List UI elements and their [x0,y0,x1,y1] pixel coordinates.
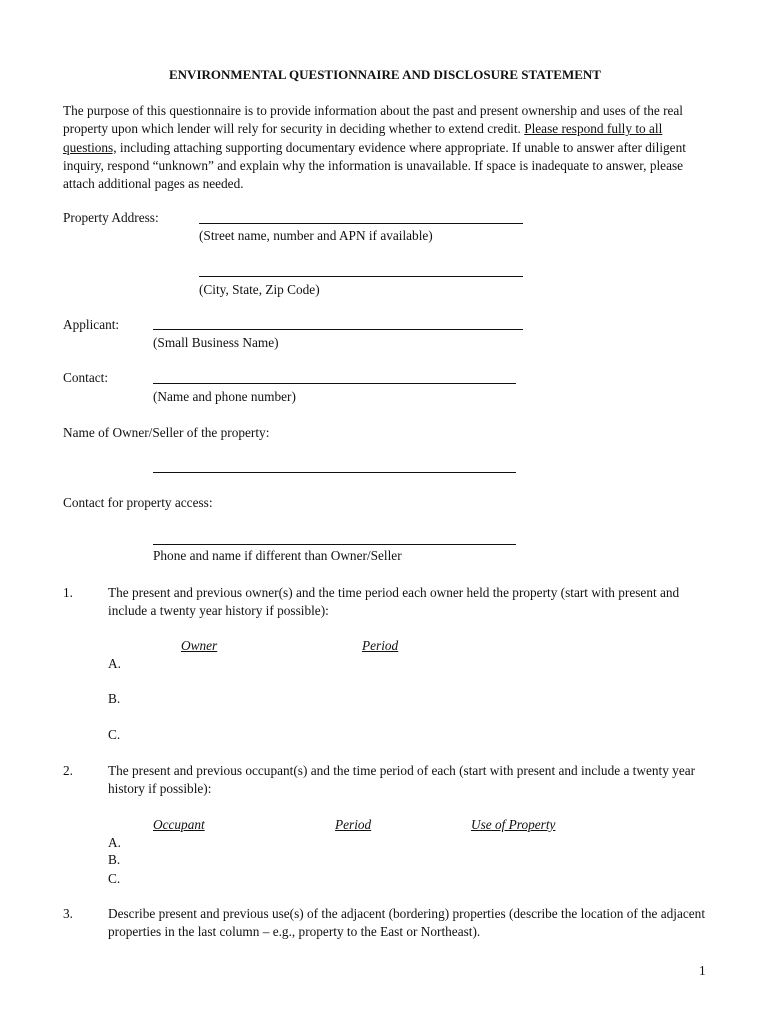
q3-number: 3. [63,906,73,921]
q2-use-column-header: Use of Property [471,817,556,832]
property-access-caption: Phone and name if different than Owner/Seller [153,548,402,563]
intro-text-part2: including attaching supporting documentary evidence where appropriate. If unable to answer after diligent inquiry, respond “unknown” and explain why the information is unavailable. If space is inadequate to answer, please attach additional pages as needed. [63,139,686,192]
owner-seller-label: Name of Owner/Seller of the property: [63,425,270,440]
applicant-label: Applicant: [63,317,120,332]
page-number: 1 [699,963,706,978]
property-access-label: Contact for property access: [63,495,213,510]
property-city-field[interactable] [199,276,523,277]
q1-period-column-header: Period [362,638,399,653]
q2-number: 2. [63,763,73,778]
owner-seller-field[interactable] [153,472,516,473]
intro-underlined-text: Please respond fully to all questions, [63,121,663,155]
q1-owner-column-header: Owner [181,638,218,653]
q3-text: Describe present and previous use(s) of the adjacent (bordering) properties (describe the location of the adjacent properties in the last column – e.g., property to the East or Northeast). [108,906,706,939]
q1-row-label: A. [108,656,121,671]
property-city-caption: (City, State, Zip Code) [199,282,320,297]
contact-caption: (Name and phone number) [153,389,296,404]
q2-row-label: A. [108,835,121,850]
property-street-caption: (Street name, number and APN if available) [199,228,433,243]
applicant-field[interactable] [153,329,523,330]
q1-row-label: C. [108,727,121,742]
applicant-caption: (Small Business Name) [153,335,279,350]
contact-label: Contact: [63,370,109,385]
q2-row-label: C. [108,871,121,886]
q1-row-label: B. [108,691,121,706]
document-title: ENVIRONMENTAL QUESTIONNAIRE AND DISCLOSURE STATEMENT [169,67,601,82]
property-address-label: Property Address: [63,210,159,225]
property-access-field[interactable] [153,544,516,545]
contact-field[interactable] [153,383,516,384]
intro-paragraph [63,102,713,193]
q2-text: The present and previous occupant(s) and the time period of each (start with present and include a twenty year history if possible): [108,763,696,796]
q2-occupant-column-header: Occupant [153,817,205,832]
q1-text: The present and previous owner(s) and the time period each owner held the property (start with present and include a twenty year history if possible): [108,585,680,618]
q2-row-label: B. [108,852,121,867]
q1-number: 1. [63,585,73,600]
property-street-field[interactable] [199,223,523,224]
intro-text-part1: The purpose of this questionnaire is to provide information about the past and present ownership and uses of the real property upon which lender will rely for security in deciding whether to extend credit. [63,103,683,137]
q2-period-column-header: Period [335,817,372,832]
